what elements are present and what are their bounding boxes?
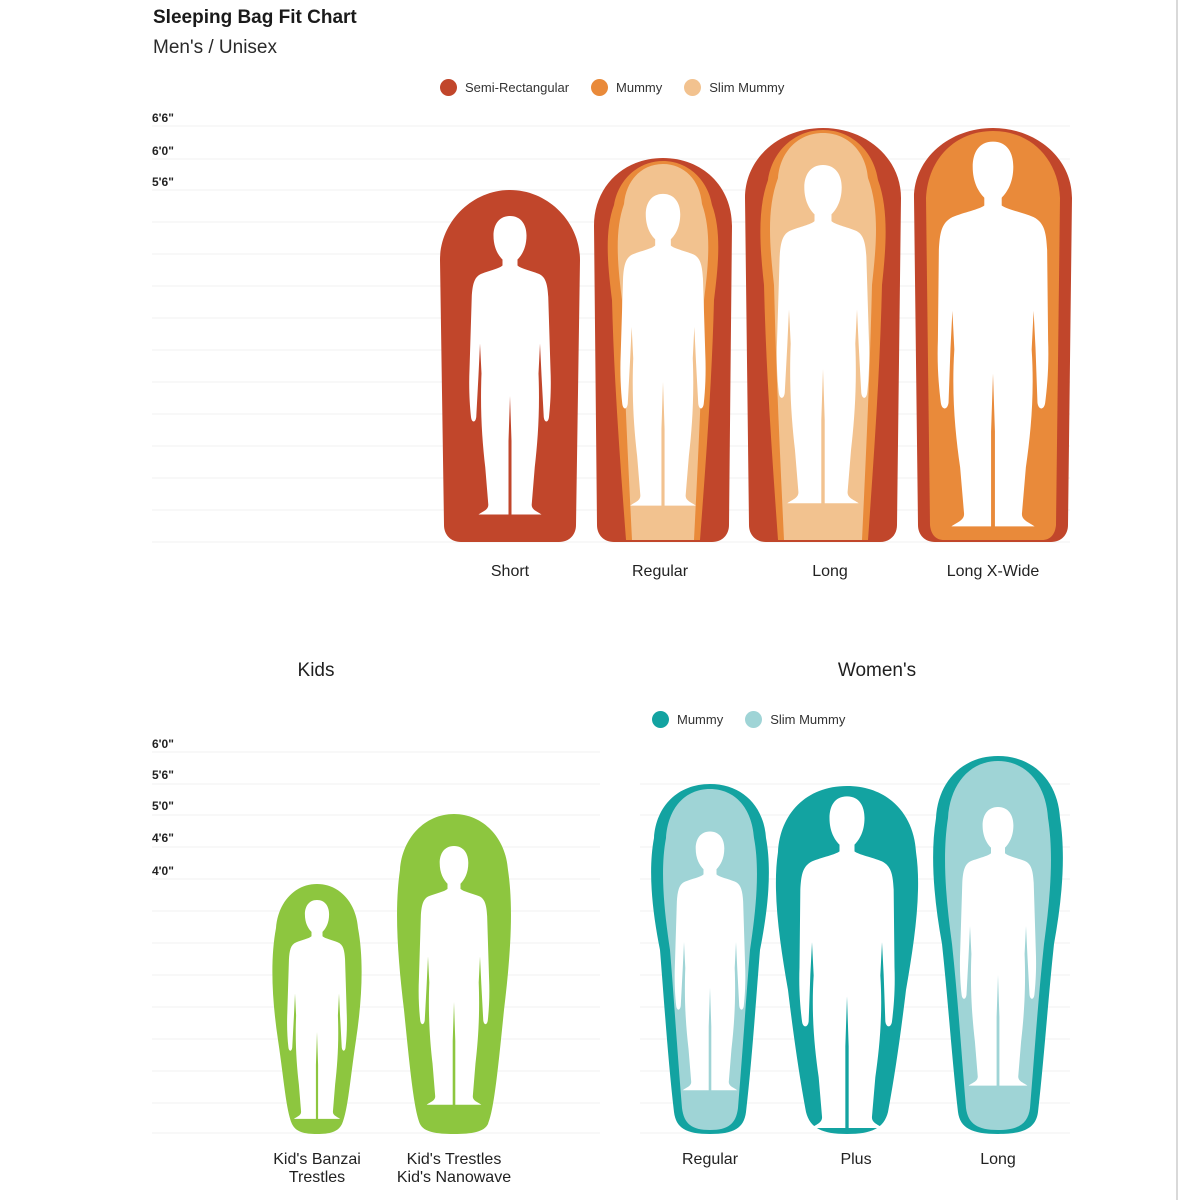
mens-bag-long xyxy=(745,128,901,542)
caption-line: Kid's Nanowave xyxy=(396,1169,512,1186)
mens-bag-label-regular: Regular xyxy=(631,563,689,580)
womens-bag-regular xyxy=(651,784,769,1134)
mens-bag-label-short: Short xyxy=(490,563,530,580)
mens-bag-long-x-wide xyxy=(914,128,1072,542)
caption-line: Kid's Banzai xyxy=(273,1151,361,1168)
kids-bag-banzai xyxy=(272,884,361,1134)
mens-bag-label-long-x-wide: Long X-Wide xyxy=(946,563,1040,580)
legend-label: Slim Mummy xyxy=(770,712,846,727)
mens-bag-label-long: Long xyxy=(812,563,848,580)
kids-tick-label: 4'0" xyxy=(152,864,174,878)
legend-label: Mummy xyxy=(616,80,663,95)
kids-section-title: Kids xyxy=(297,660,335,681)
kids-bag-label-trestles xyxy=(384,1151,524,1187)
mens-bag-short xyxy=(440,190,580,542)
kids-bag-trestles xyxy=(397,814,511,1134)
kids-gridlines xyxy=(152,752,600,1133)
legend-label: Mummy xyxy=(677,712,724,727)
chart-subtitle: Men's / Unisex xyxy=(153,37,278,58)
womens-bag-label-plus: Plus xyxy=(840,1151,872,1168)
mens-bag-regular xyxy=(594,158,732,542)
kids-bag-label-banzai xyxy=(252,1151,382,1187)
legend-item-womens-slim-mummy xyxy=(745,711,845,728)
legend-label: Semi-Rectangular xyxy=(465,80,570,95)
kids-tick-label: 4'6" xyxy=(152,831,174,845)
womens-mummy-swatch xyxy=(652,711,669,728)
mens-tick-label: 5'6" xyxy=(152,175,174,189)
caption-line: Trestles xyxy=(288,1169,346,1186)
legend-item-womens-mummy xyxy=(652,711,723,728)
legend-label: Slim Mummy xyxy=(709,80,785,95)
womens-bag-plus xyxy=(776,786,918,1134)
womens-section-title: Women's xyxy=(837,660,917,681)
mens-tick-label: 6'0" xyxy=(152,144,174,158)
kids-tick-label: 5'6" xyxy=(152,768,174,782)
womens-bag-label-long: Long xyxy=(980,1151,1016,1168)
womens-bag-long xyxy=(933,756,1063,1134)
chart-title: Sleeping Bag Fit Chart xyxy=(153,7,357,28)
mens-tick-label: 6'6" xyxy=(152,111,174,125)
womens-slim-mummy-swatch xyxy=(745,711,762,728)
kids-tick-label: 5'0" xyxy=(152,799,174,813)
womens-bag-label-regular: Regular xyxy=(681,1151,739,1168)
kids-tick-label: 6'0" xyxy=(152,737,174,751)
womens-legend xyxy=(652,711,845,728)
caption-line: Kid's Trestles xyxy=(406,1151,502,1168)
